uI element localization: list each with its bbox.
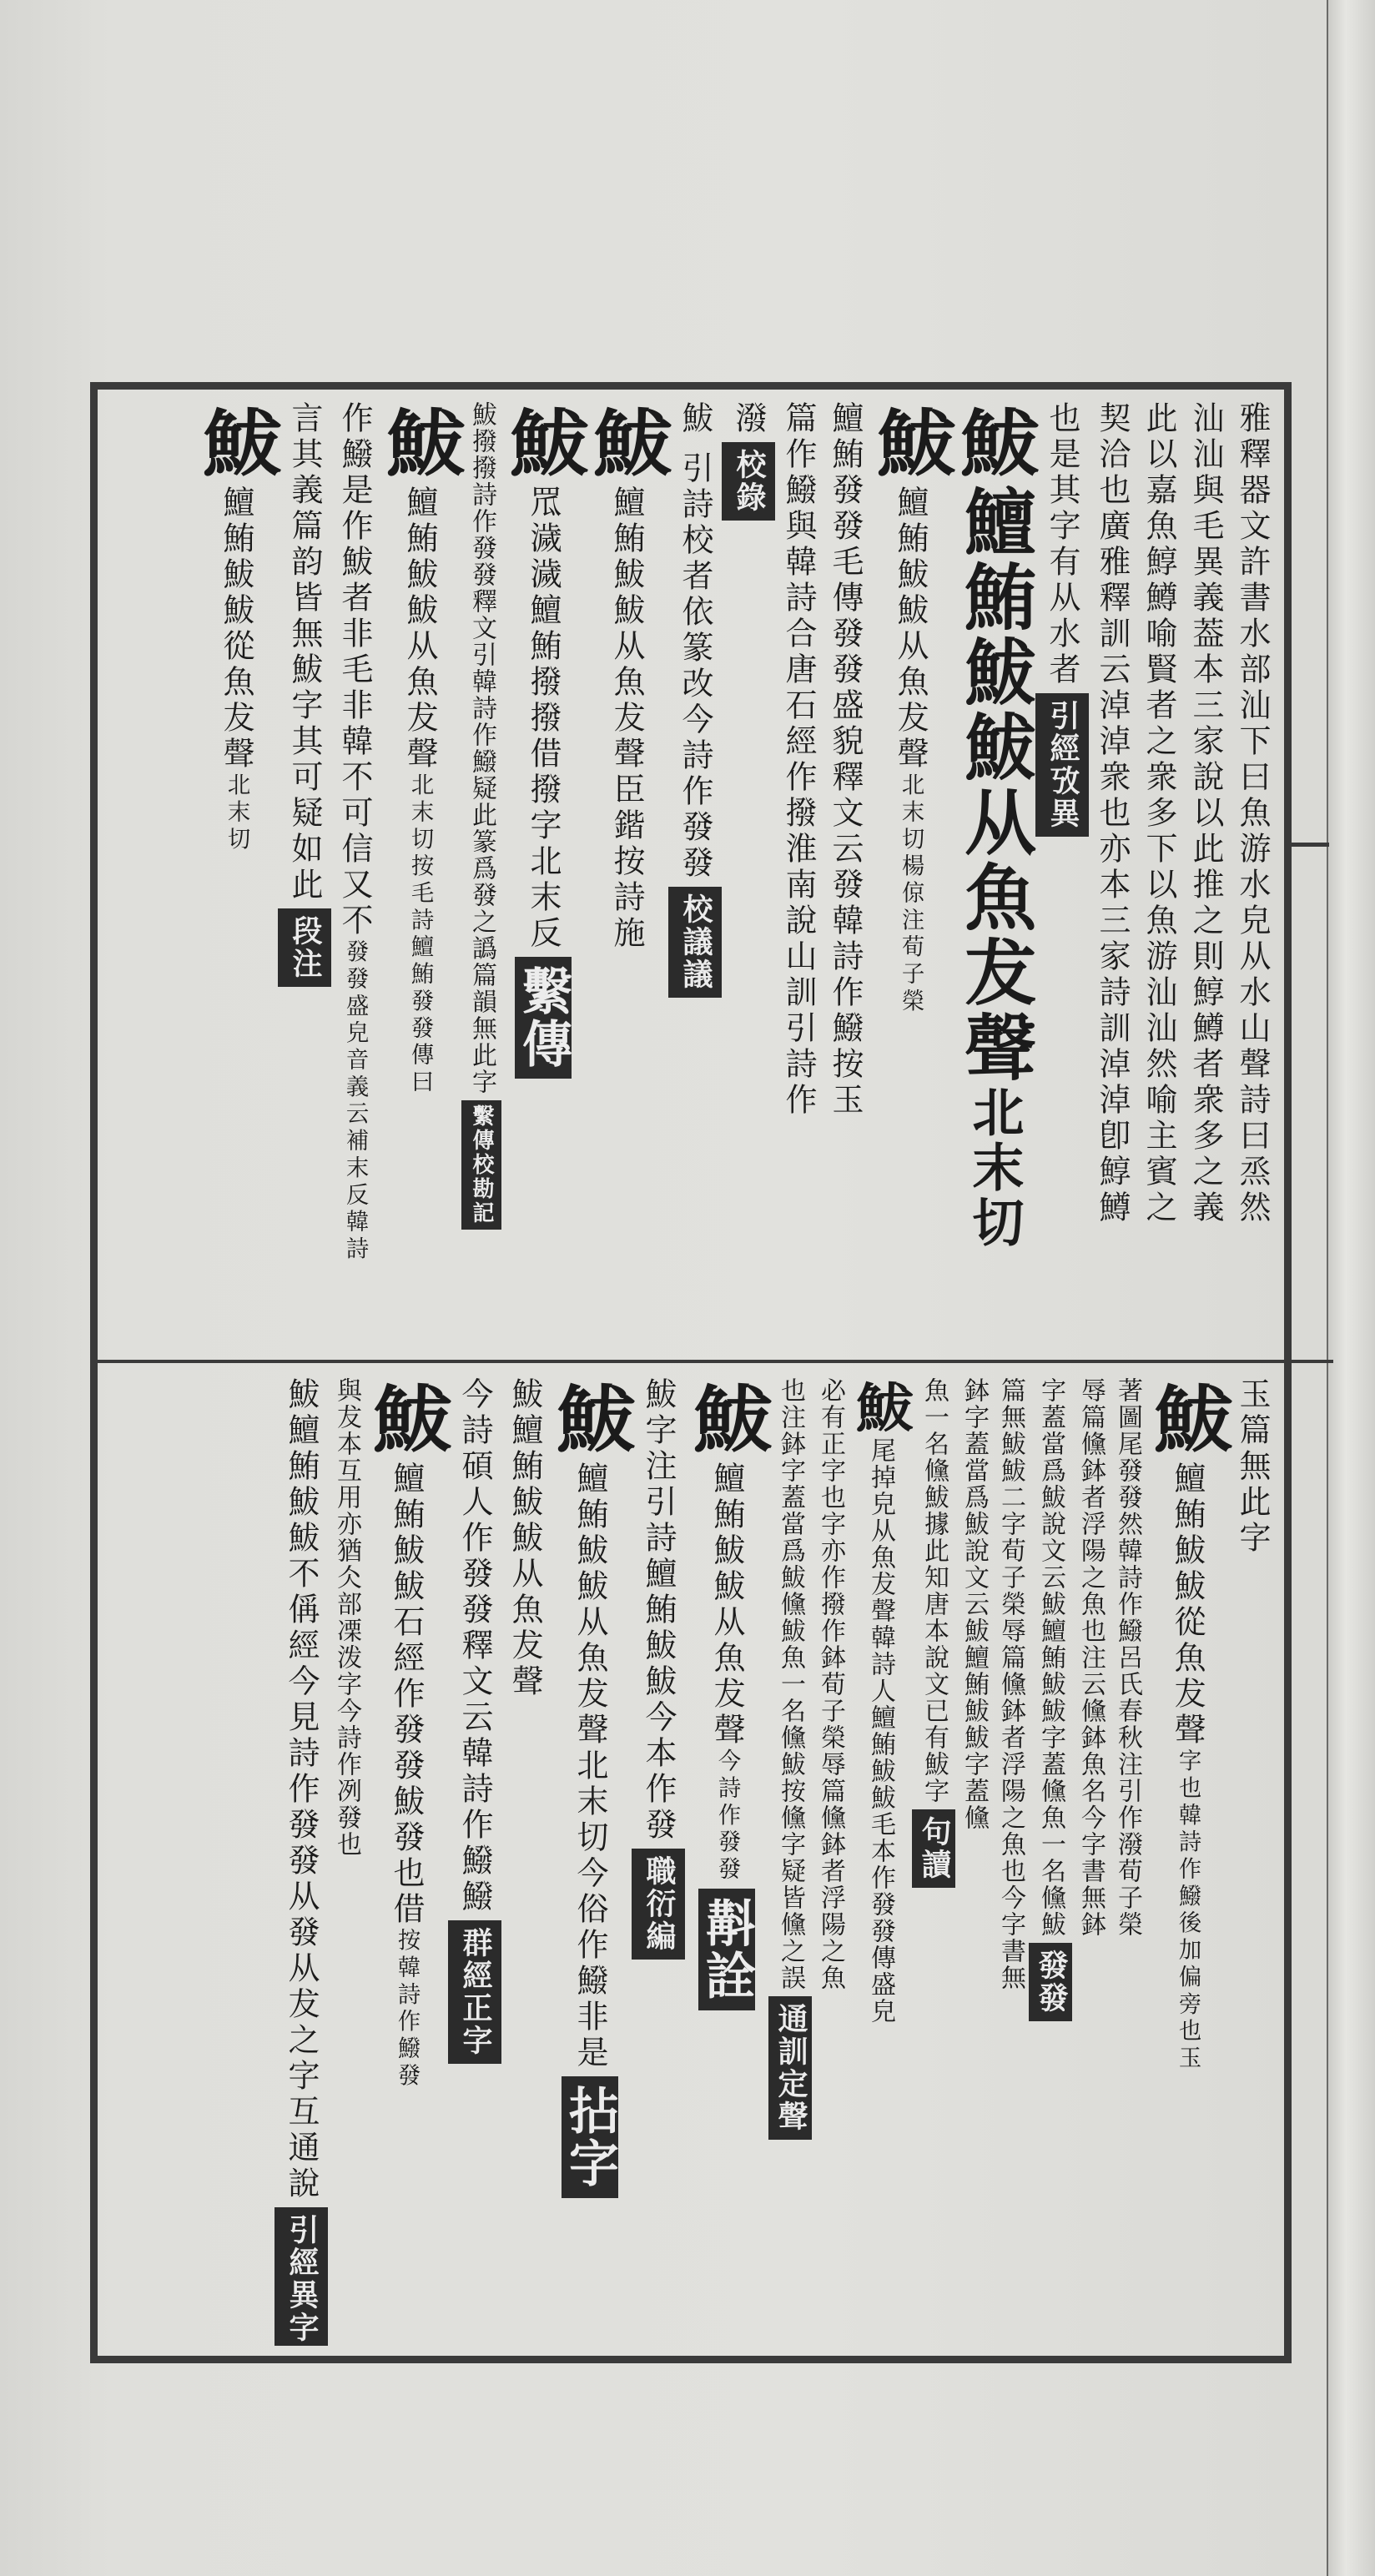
column-text: 鱣鮪鮁鮁从魚犮聲: [708, 1462, 745, 1748]
seal-script-glyph: 鮁: [189, 405, 283, 481]
column-annotation: 北末切: [224, 772, 249, 854]
bottom-column: [1029, 1377, 1072, 2346]
seal-script-glyph: 鮁: [543, 1381, 637, 1457]
seal-script-glyph: 鮁: [580, 405, 673, 481]
column-text: 鮁鱣鮪鮁鮁不偁經今見詩作發發从發从犮之字互通說: [283, 1377, 320, 2202]
column-text: 今詩碩人作發發釋文云韓詩作鱍鱍: [456, 1377, 493, 1915]
source-label-tag: 句讀: [912, 1809, 955, 1888]
top-column: [189, 401, 283, 1349]
column-text: 鱣鮪鮁鮁石經作發發鮁發也借: [388, 1462, 425, 1928]
bottom-column: [632, 1377, 685, 2346]
column-text: 鱣鮪鮁鮁从魚犮聲北末切今俗作鱍非是: [572, 1462, 608, 2071]
column-text: 鱣鮪鮁鮁從魚犮聲: [218, 486, 254, 772]
bottom-column: [274, 1377, 328, 2346]
source-label-tag: 段注: [278, 908, 331, 987]
top-column: [1136, 401, 1182, 1349]
column-text: 言其義篇韵皆無鮁字其可疑如此: [286, 401, 323, 903]
bottom-column: [1229, 1377, 1276, 2346]
source-label-tag: 繫傳: [515, 957, 572, 1079]
bottom-column: [812, 1377, 849, 2346]
column-text: 鱣鮪發發毛傳發發盛貌釋文云發韓詩作鱍按玉: [827, 401, 864, 1119]
column-text: 罛濊濊鱣鮪撥撥借撥字北末反: [525, 486, 562, 952]
bottom-column: [768, 1377, 812, 2346]
column-text: 鉢字蓋當爲鮁說文云鮁鱣鮪鮁鮁字蓋儵: [959, 1377, 989, 1831]
column-text: 鮁字注引詩鱣鮪鮁鮁今本作發: [640, 1377, 677, 1844]
top-column: [1182, 401, 1229, 1349]
bottom-columns: [106, 1377, 1276, 2346]
top-column: [864, 401, 957, 1349]
source-label-tag: 職衍編: [632, 1849, 685, 1960]
top-column: [775, 401, 822, 1349]
column-text: 作鱍是作鮁者非毛非韓不可信又不: [336, 401, 373, 939]
bottom-column: [912, 1377, 955, 2346]
column-text: 著圖尾發發然韓詩作鱍呂氏春秋注引作潑荀子榮: [1113, 1377, 1142, 1938]
top-columns: [106, 401, 1276, 1349]
top-column: [1089, 401, 1136, 1349]
top-column: [496, 401, 590, 1349]
column-text: 潑: [730, 401, 767, 437]
top-column: [331, 401, 378, 1349]
source-label-tag: 引經攷異: [1035, 693, 1089, 837]
column-text: 與犮本互用亦猶仌部凓泼字今詩作冽發也: [332, 1377, 361, 1858]
bottom-column: [1141, 1377, 1234, 2346]
book-edge-line: [1327, 0, 1328, 2576]
top-column: [461, 401, 501, 1349]
seal-script-glyph: 鮁: [1141, 1381, 1234, 1457]
column-text: 雅釋器文許書水部汕下曰魚游水皃从水山聲詩曰烝然: [1234, 401, 1271, 1226]
seal-script-glyph: 鮁: [373, 405, 466, 481]
source-label-tag: 群經正字: [448, 1920, 501, 2064]
section-divider: [90, 1360, 1333, 1363]
bottom-column: [360, 1377, 453, 2346]
top-column: [822, 401, 869, 1349]
seal-script-glyph: 鮁: [680, 1381, 773, 1457]
column-text: 玉篇無此字: [1234, 1377, 1271, 1557]
column-text: 鱣鮪鮁鮁從魚犮聲: [1169, 1462, 1206, 1748]
book-edge: [1327, 0, 1375, 2576]
bottom-column: [955, 1377, 992, 2346]
column-text: 篇作鱍與韓詩合唐石經作撥淮南說山訓引詩作: [780, 401, 817, 1119]
bottom-column: [328, 1377, 365, 2346]
column-text: 此以嘉魚鯙鱒喻賢者之衆多下以魚游汕汕然喻主賓之: [1141, 401, 1177, 1226]
seal-script-glyph: 鮁: [947, 405, 1040, 480]
bottom-column: [501, 1377, 548, 2346]
bottom-column: [1072, 1377, 1109, 2346]
source-label-tag: 校議議: [668, 887, 722, 998]
source-label-tag: 斠詮: [698, 1889, 755, 2010]
seal-script-glyph: 鮁: [846, 1380, 914, 1435]
column-annotation: 今詩作發發: [714, 1748, 740, 1884]
bottom-column: [992, 1377, 1029, 2346]
bottom-column: [448, 1377, 501, 2346]
source-label-tag: 拈字: [562, 2076, 618, 2198]
top-section: [98, 390, 1284, 1357]
source-label-tag: 通訓定聲: [768, 1996, 812, 2140]
top-column: [722, 401, 775, 1349]
column-text: 汕汕與毛異義葢本三家說以此推之則鯙鱒者衆多之義: [1187, 401, 1224, 1226]
column-text: 辱篇儵鉢者浮陽之魚也注云儵鉢魚名今字書無鉢: [1076, 1377, 1106, 1938]
column-text: 鱣鮪鮁鮁从魚犮聲: [952, 485, 1036, 1085]
column-text: 也是其字有从水者: [1044, 401, 1080, 688]
bottom-column: [543, 1377, 637, 2346]
source-label-tag: 繫傳校勘記: [461, 1100, 501, 1230]
column-text: 必有正字也字亦作撥作鉢荀子榮辱篇儵鉢者浮陽之魚: [816, 1377, 845, 1991]
column-text: 尾掉皃从魚犮聲韓詩人鱣鮪鮁鮁毛本作發發傳盛皃: [866, 1437, 895, 2025]
top-column: [1035, 401, 1089, 1349]
top-column: [1229, 401, 1276, 1349]
seal-script-glyph: 鮁: [496, 405, 590, 481]
column-text: 鮁撥撥詩作發發釋文引韓詩作鱍疑此篆爲發之譌篇韻無此字: [467, 401, 496, 1095]
seal-script-glyph: 鮁: [864, 405, 957, 481]
top-column: [580, 401, 673, 1349]
column-annotation: 按韓詩作鱍發: [394, 1928, 420, 2090]
column-text: 魚一名儵鮁據此知唐本說文已有鮁字: [919, 1377, 949, 1804]
column-text: 鮁鱣鮪鮁鮁从魚犮聲: [506, 1377, 543, 1700]
bottom-section: [98, 1366, 1284, 2354]
column-text: 鱣鮪鮁鮁从魚犮聲: [892, 486, 929, 772]
column-annotation: 北末切按毛詩鱣鮪發發傳曰: [407, 772, 433, 1097]
column-text: 鮁 引詩校者依篆改今詩作發發: [677, 401, 713, 883]
bottom-column: [846, 1377, 914, 2346]
fold-mark: [1292, 843, 1329, 847]
column-annotation: 字也韓詩作鱍後加偏旁也玉: [1175, 1748, 1201, 2073]
bottom-column: [1109, 1377, 1146, 2346]
top-column: [947, 401, 1040, 1349]
bottom-column: [680, 1377, 773, 2346]
top-column: [668, 401, 722, 1349]
column-text: 鱣鮪鮁鮁从魚犮聲: [401, 486, 438, 772]
column-text: 契洽也廣雅釋訓云淖淖衆也亦本三家詩訓淖淖卽鯙鱒: [1094, 401, 1131, 1226]
top-column: [278, 401, 331, 1349]
source-label-tag: 引經異字: [274, 2207, 328, 2346]
column-annotation: 發發盛皃音義云補末反韓詩: [342, 939, 368, 1264]
column-text: 鱣鮪鮁鮁从魚犮聲臣鍇按詩施: [608, 486, 645, 952]
seal-script-glyph: 鮁: [360, 1381, 453, 1457]
top-column: [373, 401, 466, 1349]
column-text: 字蓋當爲鮁說文云鮁鱣鮪鮁鮁字蓋儵魚一名儵鮁: [1036, 1377, 1065, 1938]
column-text: 篇無鮁鮁二字荀子榮辱篇儵鉢者浮陽之魚也今字書無: [996, 1377, 1025, 1991]
source-label-tag: 發發: [1029, 1943, 1072, 2021]
source-label-tag: 校錄: [722, 442, 775, 521]
column-annotation: 北末切: [964, 1085, 1025, 1250]
column-annotation: 北末切楊倞注荀子榮: [898, 772, 924, 1016]
column-text: 也注鉢字蓋當爲鮁儵鮁魚一名儵鮁按儵字疑皆儵之誤: [776, 1377, 805, 1991]
